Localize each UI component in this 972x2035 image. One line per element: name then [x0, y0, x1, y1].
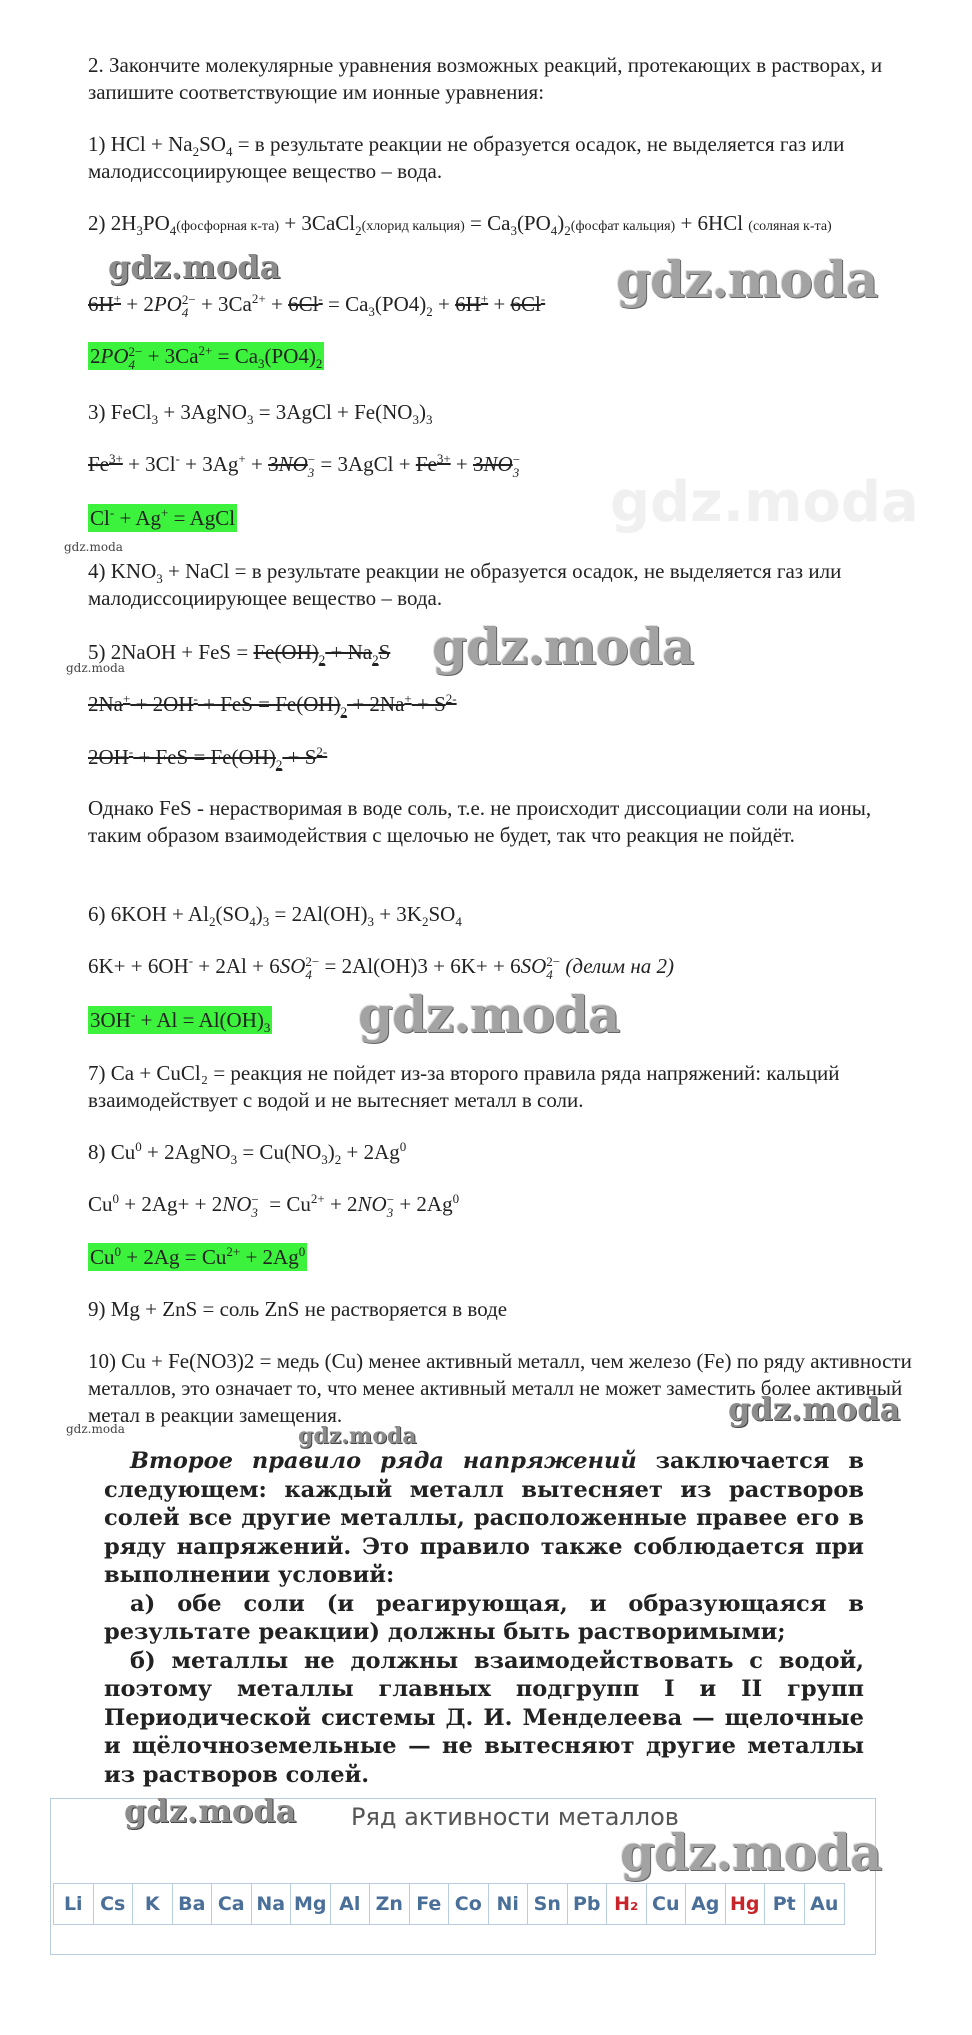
reaction-6-ionic: 6K+ + 6OH- + 2Al + 6SO 2− 4 = 2Al(OH)3 + 6K+ + 6SO 2− 4 (делим на 2) [88, 953, 674, 983]
watermark-logo: gdz.moda [610, 470, 919, 535]
watermark-logo: gdz.moda [358, 985, 620, 1044]
reaction-6: 6) $6KOH + Al_2(SO_4)_3 = 2Al(OH)_3 + 3K_2SO_4$ [88, 902, 462, 930]
rule-a: а) обе соли (и реагирующая, и образующаяся в результате реакции) должны быть растворимыми; [104, 1590, 864, 1645]
reaction-3-ionic: $Fe^{3+} + 3Cl^- + 3Ag^+ + 3NO$ − 3 = 3AgCl + $Fe^{3+} + 3NO$ − 3 [88, 451, 521, 481]
reaction-8-ionic: $Cu^0 + 2Ag+ + 2NO$ − 3 = $Cu^{2+} + 2NO$ − 3 + $2Ag^0$ [88, 1191, 460, 1221]
task-intro: 2. Закончите молекулярные уравнения возможных реакций, протекающих в растворах, и запишите соответствующие им ионные уравнения: [88, 53, 883, 104]
metal-cell: Ni [489, 1884, 529, 1924]
rule-b: б) металлы не должны взаимодействовать с водой, поэтому металлы главных подгрупп I и II групп Периодической системы Д. И. Менделеева — щелочные и щёлочноземельные — не вытесняют другие металлы из растворов солей. [104, 1647, 864, 1788]
metal-cell: Au [810, 1893, 839, 1915]
watermark-logo: gdz.moda [620, 1823, 882, 1882]
metal-cell: Fe [410, 1884, 450, 1924]
rule-excerpt [104, 1447, 864, 1789]
metal-cell: H₂ [607, 1884, 647, 1924]
watermark-logo: gdz.moda [432, 617, 694, 676]
watermark-logo: gdz.moda [108, 248, 281, 286]
note-hydrochloric: (соляная к-та) [748, 219, 832, 234]
metal-cell: Sn [528, 1884, 568, 1924]
reaction-1: 1) HCl + $Na_2SO_4 = в$ результате реакции не образуется осадок, не выделяется газ или малодиссоциирующее вещество – вода. [88, 132, 845, 183]
reaction-5-ionic: 2Na+ + 2OH- + FeS = $Fe(OH)_2 + 2Na^+ + S^{2-}$ [88, 691, 457, 720]
metal-cell: Li [54, 1884, 94, 1924]
metal-cell: Cs [94, 1884, 134, 1924]
reaction-2-ionic: 6H+ + 2PO 2− 4 + $3Ca^{2+} + 6Cl^- = Ca_3(PO4)_2 + 6H^+ + 6Cl^-$ [88, 291, 546, 321]
reaction-8: 8) $Cu^0$ + 2AgNO$_3$ = $Cu(NO_3)_2 + 2Ag^0$ [88, 1139, 407, 1168]
watermark-logo: gdz.moda [64, 540, 123, 554]
reaction-3: 3) FeCl$_3$ + 3AgNO$_3$ = 3AgCl + $Fe(NO_3)_3$ [88, 400, 433, 428]
metal-cell: Co [449, 1884, 489, 1924]
activity-series-title: Ряд активности металлов [351, 1803, 679, 1831]
note-phosphoric: (фосфорная к-та) [176, 219, 280, 234]
watermark-logo: gdz.moda [616, 250, 878, 309]
watermark-logo: gdz.moda [728, 1390, 901, 1428]
reaction-9: 9) Mg + ZnS = соль ZnS не растворяется в воде [88, 1297, 508, 1321]
reaction-6-short: $3OH^- + Al = Al(OH)_3$ [90, 1007, 271, 1036]
metal-cell: Pt [765, 1884, 805, 1924]
reaction-5-short: 2OH- + FeS = $Fe(OH)_2 + S^{2-}$ [88, 744, 328, 773]
metal-cell: Al [331, 1884, 371, 1924]
rule-p1: заключается в следующем: каждый металл вытесняет из растворов солей все другие металлы, расположенные правее его в ряду напряжений. Это правило также соблюдается при выполнении условий: [104, 1448, 865, 1588]
reaction-10: 10) Cu + Fe(NO3)2 = медь (Cu) менее активный металл, чем железо (Fe) по ряду активности металлов, это означает то, что менее активный металл не может заместить более активный метал в реакции замещения. [88, 1349, 912, 1427]
reaction-6-note: (делим на 2) [565, 954, 674, 978]
reaction-8-short: $Cu^0 + 2Ag = Cu^{2+} + 2Ag^0$ [90, 1244, 306, 1269]
activity-series-cells [53, 1883, 845, 1925]
metal-cell: Na [252, 1884, 292, 1924]
watermark-logo: gdz.moda [124, 1792, 297, 1830]
reaction-4-text: = в результате реакции не образуется осадок, не выделяется газ или малодиссоциирующее вещество – вода. [88, 559, 842, 610]
metal-cell: Zn [370, 1884, 410, 1924]
reaction-1-text: = в результате реакции не образуется осадок, не выделяется газ или малодиссоциирующее вещество – вода. [88, 132, 845, 183]
metal-cell: Cu [647, 1884, 687, 1924]
note-calcium-phosphate: (фосфат кальция) [570, 219, 676, 234]
reaction-5-note: Однако FeS - нерастворимая в воде соль, т.е. не происходит диссоциации соли на ионы, таким образом взаимодействия с щелочью не будет, так что реакция не пойдёт. [88, 796, 872, 847]
metal-cell: Hg [726, 1884, 766, 1924]
metal-cell: Ca [212, 1884, 252, 1924]
metal-cell: Pb [568, 1884, 608, 1924]
reaction-4: 4) $KNO_3$ + NaCl = в результате реакции не образуется осадок, не выделяется газ или малодиссоциирующее вещество – вода. [88, 559, 842, 610]
reaction-5: 5) 2NaOH + FeS = $Fe(OH)_2 + Na_2S$ [88, 640, 391, 668]
metal-cell: Ba [173, 1884, 213, 1924]
metal-cell: Mg [291, 1884, 331, 1924]
watermark-logo: gdz.moda [66, 661, 125, 675]
reaction-3-short: Cl- + Ag+ = AgCl [90, 505, 236, 530]
metal-cell: K [133, 1884, 173, 1924]
note-calcium-chloride: (хлорид кальция) [361, 219, 465, 234]
metal-cell: Ag [686, 1884, 726, 1924]
rule-title: Второе правило ряда напряжений [130, 1448, 637, 1474]
watermark-logo: gdz.moda [66, 1422, 125, 1436]
reaction-2: 2) $2H_3PO_4(фосфорная$ к-та) + 3CaCl$_2$(хлорид кальция) = $Ca_3(PO_4)_2(фосфат$ кальция) + 6HCl (соляная к-та) [88, 211, 832, 239]
reaction-2-short: 2PO 2− 4 + $3Ca^{2+} = Ca_3(PO4)_2$ [90, 343, 323, 373]
reaction-7: 7) Ca + CuCl₂ = реакция не пойдет из-за второго правила ряда напряжений: кальций взаимодействует с водой и не вытесняет металл в соли. [88, 1061, 840, 1112]
watermark-logo: gdz.moda [298, 1423, 417, 1449]
